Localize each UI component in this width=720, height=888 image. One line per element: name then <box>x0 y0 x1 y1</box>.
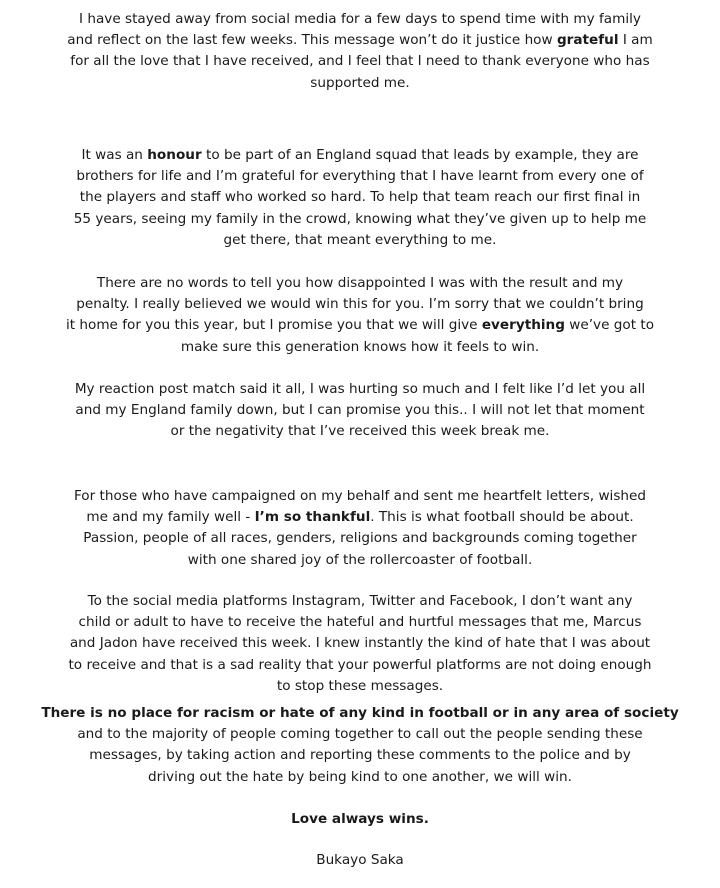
bold-text-segment: grateful <box>556 32 619 49</box>
bold-text-segment: Love always wins. <box>291 811 429 827</box>
signature-name <box>316 850 404 871</box>
text-segment: me and my family well - <box>86 509 255 526</box>
text-line <box>66 337 654 358</box>
text-line <box>67 9 653 30</box>
text-segment: and my England family down, but I can promise you this.. I will not let that moment <box>75 402 645 419</box>
text-line <box>74 145 647 166</box>
text-line <box>66 294 654 315</box>
text-line <box>74 486 646 507</box>
text-segment: supported me. <box>310 74 410 91</box>
paragraph-gratitude <box>67 9 653 94</box>
text-segment: I am <box>618 32 653 49</box>
text-line <box>41 724 678 745</box>
text-line <box>67 73 653 94</box>
paragraph-reaction <box>75 379 645 443</box>
text-segment: To the social media platforms Instagram, Twitter and Facebook, I don’t want any <box>87 593 633 609</box>
text-line <box>74 550 646 571</box>
text-line <box>74 528 646 549</box>
text-line <box>74 209 647 230</box>
text-line <box>68 655 651 676</box>
paragraph-social-media <box>68 591 651 697</box>
text-segment: driving out the hate by being kind to one another, we will win. <box>148 768 572 785</box>
text-segment: . This is what football should be about. <box>370 509 634 526</box>
text-line <box>68 591 651 612</box>
text-segment: brothers for life and I’m grateful for everything that I have learnt from every one of <box>76 168 644 185</box>
text-line <box>41 745 678 766</box>
bold-text-segment: I’m so thankful <box>254 509 371 526</box>
text-segment: There are no words to tell you how disappointed I was with the result and my <box>96 275 624 291</box>
text-segment: the players and staff who worked so hard. To help that team reach our first final in <box>79 189 641 206</box>
text-segment: child or adult to have to receive the hateful and hurtful messages that me, Marcus <box>78 614 642 631</box>
text-line <box>75 421 645 442</box>
text-line <box>75 379 645 400</box>
text-segment: it home for you this year, but I promise you that we will give <box>65 317 482 334</box>
text-line <box>68 612 651 633</box>
text-line <box>41 703 678 724</box>
bold-text-segment: everything <box>481 317 565 334</box>
text-segment: Passion, people of all races, genders, religions and backgrounds coming together <box>83 530 637 547</box>
text-segment: For those who have campaigned on my behalf and sent me heartfelt letters, wished <box>73 488 647 504</box>
text-line <box>74 230 647 251</box>
bold-text-segment: There is no place for racism or hate of any kind in football or in any area of society <box>41 705 679 721</box>
text-segment: we’ve got to <box>564 317 655 334</box>
text-segment: penalty. I really believed we would win this for you. I’m sorry that we couldn’t bring <box>76 296 644 313</box>
text-segment: and Jadon have received this week. I knew instantly the kind of hate that I was about <box>69 635 651 652</box>
text-segment: to receive and that is a sad reality that your powerful platforms are not doing enough <box>68 656 652 673</box>
closing-line <box>291 809 429 830</box>
text-line <box>66 315 654 336</box>
paragraph-honour <box>74 145 647 251</box>
text-segment: to stop these messages. <box>276 677 444 694</box>
paragraph-thanks <box>74 486 646 571</box>
text-line <box>75 400 645 421</box>
text-line <box>41 767 678 788</box>
text-line <box>74 166 647 187</box>
text-line <box>67 51 653 72</box>
text-line <box>68 633 651 654</box>
text-segment: Bukayo Saka <box>316 852 404 868</box>
text-segment: My reaction post match said it all, I was hurting so much and I felt like I’d let you all <box>74 381 646 397</box>
paragraph-disappointment <box>66 273 654 358</box>
text-line <box>74 507 646 528</box>
text-segment: and to the majority of people coming together to call out the people sending these <box>77 726 643 743</box>
text-segment: for all the love that I have received, and I feel that I need to thank everyone who has <box>70 53 650 70</box>
text-line <box>67 30 653 51</box>
text-segment: or the negativity that I’ve received this week break me. <box>170 423 550 440</box>
text-segment: to be part of an England squad that leads by example, they are <box>201 147 639 163</box>
text-segment: get there, that meant everything to me. <box>223 231 497 248</box>
paragraph-no-racism <box>41 703 678 788</box>
text-segment: messages, by taking action and reporting these comments to the police and by <box>89 747 631 764</box>
text-line <box>316 850 404 871</box>
text-segment: It was an <box>81 147 148 163</box>
bold-text-segment: honour <box>147 147 202 163</box>
text-line <box>74 187 647 208</box>
text-line <box>66 273 654 294</box>
text-segment: with one shared joy of the rollercoaster of football. <box>187 551 533 568</box>
text-segment: make sure this generation knows how it feels to win. <box>180 338 540 355</box>
text-segment: I have stayed away from social media for a few days to spend time with my family <box>79 11 641 27</box>
text-segment: and reflect on the last few weeks. This message won’t do it justice how <box>67 32 557 49</box>
text-line <box>68 676 651 697</box>
text-segment: 55 years, seeing my family in the crowd, knowing what they’ve given up to help me <box>73 210 647 227</box>
text-line <box>291 809 429 830</box>
